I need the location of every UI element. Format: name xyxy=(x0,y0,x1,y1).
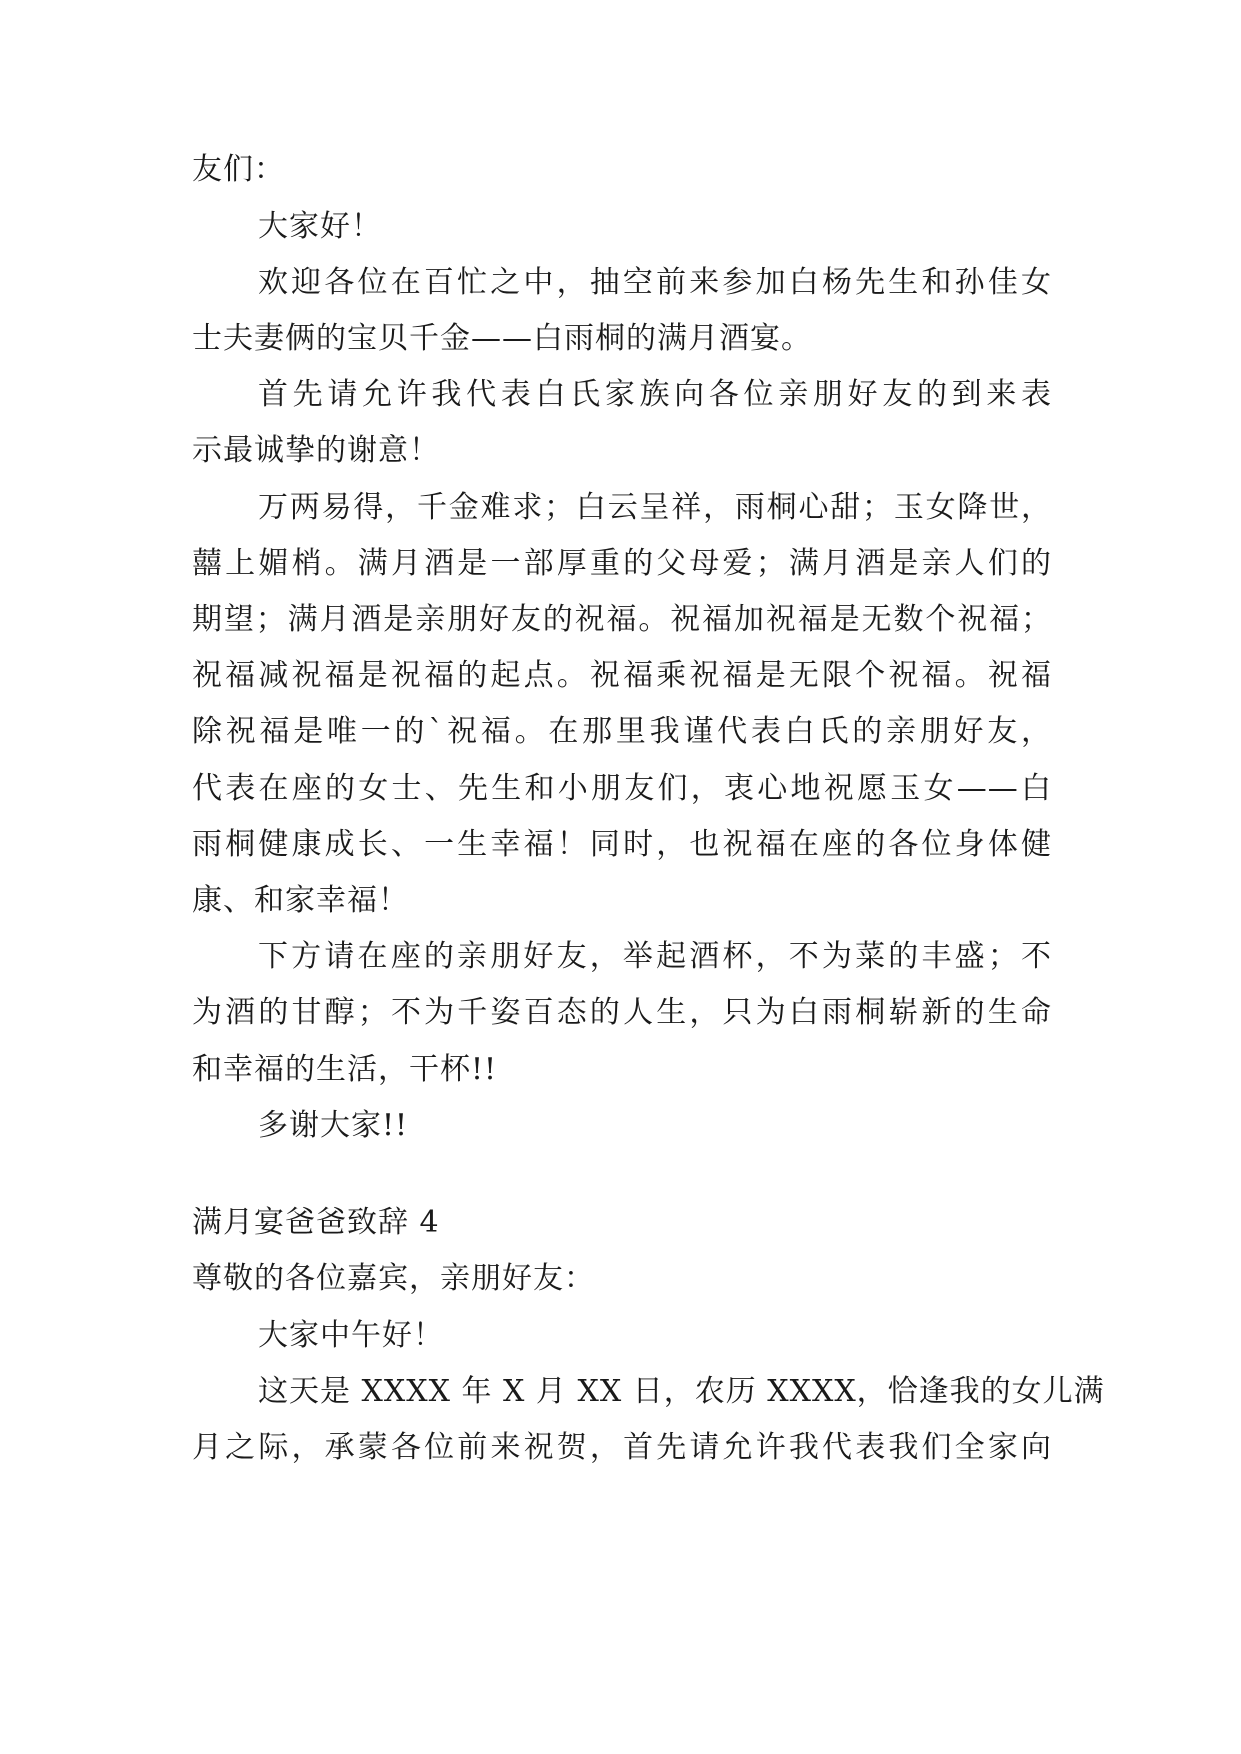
text-line: 代表在座的女士、先生和小朋友们，衷心地祝愿玉女——白 xyxy=(192,771,1052,806)
text-line: 大家好！ xyxy=(258,209,382,244)
text-line: 这天是 XXXX 年 X 月 XX 日，农历 XXXX，恰逢我的女儿满 xyxy=(258,1374,1105,1409)
text-line: 首先请允许我代表白氏家族向各位亲朋好友的到来表 xyxy=(258,377,1052,412)
text-line: 月之际，承蒙各位前来祝贺，首先请允许我代表我们全家向 xyxy=(192,1430,1052,1465)
text-line: 士夫妻俩的宝贝千金——白雨桐的满月酒宴。 xyxy=(192,321,812,356)
text-line: 期望；满月酒是亲朋好友的祝福。祝福加祝福是无数个祝福； xyxy=(192,602,1052,637)
text-line: 友们： xyxy=(192,152,285,187)
text-line: 示最诚挚的谢意！ xyxy=(192,433,440,468)
text-line: 欢迎各位在百忙之中，抽空前来参加白杨先生和孙佳女 xyxy=(258,265,1052,300)
text-line: 祝福减祝福是祝福的起点。祝福乘祝福是无限个祝福。祝福 xyxy=(192,658,1052,693)
section-heading: 满月宴爸爸致辞 4 xyxy=(192,1205,440,1240)
text-line: 大家中午好！ xyxy=(258,1318,444,1353)
text-line: 雨桐健康成长、一生幸福！同时，也祝福在座的各位身体健 xyxy=(192,827,1052,862)
text-line: 除祝福是唯一的`祝福。在那里我谨代表白氏的亲朋好友， xyxy=(192,714,1052,749)
text-line: 万两易得，千金难求；白云呈祥，雨桐心甜；玉女降世， xyxy=(258,490,1052,525)
text-line: 尊敬的各位嘉宾，亲朋好友： xyxy=(192,1261,595,1296)
text-line: 康、和家幸福！ xyxy=(192,883,409,918)
text-line: 多谢大家!! xyxy=(258,1108,409,1143)
text-line: 下方请在座的亲朋好友，举起酒杯，不为菜的丰盛；不 xyxy=(258,939,1052,974)
text-line: 囍上媚梢。满月酒是一部厚重的父母爱；满月酒是亲人们的 xyxy=(192,546,1052,581)
text-line: 为酒的甘醇；不为千姿百态的人生，只为白雨桐崭新的生命 xyxy=(192,995,1052,1030)
text-line: 和幸福的生活，干杯!! xyxy=(192,1052,498,1087)
